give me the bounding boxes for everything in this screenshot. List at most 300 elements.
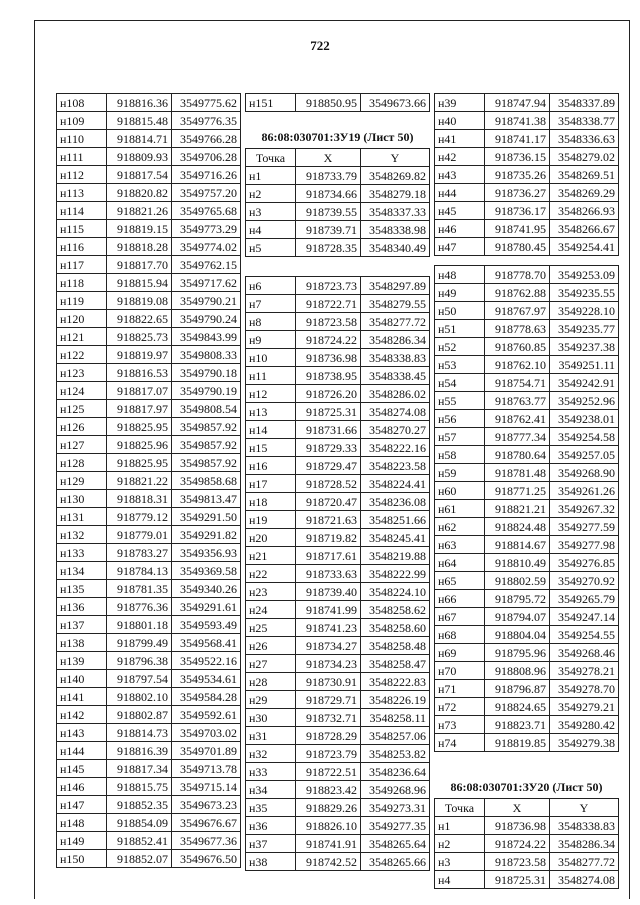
point-id-cell: н65 <box>435 572 485 590</box>
x-coordinate-cell: 918780.45 <box>485 238 550 256</box>
x-coordinate-cell: 918826.10 <box>296 817 361 835</box>
table-row <box>435 94 619 112</box>
x-coordinate-cell: 918739.40 <box>296 583 361 601</box>
y-coordinate-cell: 3549773.29 <box>172 220 241 238</box>
x-coordinate-cell: 918825.73 <box>107 328 172 346</box>
point-id-cell: н61 <box>435 500 485 518</box>
x-coordinate-cell: 918819.15 <box>107 220 172 238</box>
y-coordinate-cell: 3548224.41 <box>361 475 430 493</box>
x-coordinate-cell: 918728.35 <box>296 239 361 257</box>
x-coordinate-cell: 918818.28 <box>107 238 172 256</box>
y-coordinate-cell: 3549369.58 <box>172 562 241 580</box>
y-coordinate-cell: 3549677.36 <box>172 832 241 850</box>
x-coordinate-cell: 918795.96 <box>485 644 550 662</box>
point-id-cell: н3 <box>246 203 296 221</box>
table-row <box>57 112 241 130</box>
point-id-cell: н71 <box>435 680 485 698</box>
point-id-cell: н116 <box>57 238 107 256</box>
point-id-cell: н147 <box>57 796 107 814</box>
point-id-cell: н43 <box>435 166 485 184</box>
point-id-cell: н1 <box>246 167 296 185</box>
table-row <box>246 547 430 565</box>
y-coordinate-cell: 3549238.01 <box>550 410 619 428</box>
point-id-cell: н26 <box>246 637 296 655</box>
point-id-cell: н117 <box>57 256 107 274</box>
point-id-cell: н125 <box>57 400 107 418</box>
x-coordinate-cell: 918819.97 <box>107 346 172 364</box>
y-coordinate-cell: 3548297.89 <box>361 277 430 295</box>
x-coordinate-cell: 918733.79 <box>296 167 361 185</box>
x-coordinate-cell: 918730.91 <box>296 673 361 691</box>
table-row <box>57 382 241 400</box>
x-coordinate-cell: 918817.07 <box>107 382 172 400</box>
table-row <box>435 392 619 410</box>
x-coordinate-cell: 918783.27 <box>107 544 172 562</box>
column-3 <box>434 93 619 889</box>
y-coordinate-cell: 3549254.55 <box>550 626 619 644</box>
y-coordinate-cell: 3549706.28 <box>172 148 241 166</box>
x-coordinate-cell: 918733.63 <box>296 565 361 583</box>
table-row <box>57 256 241 274</box>
x-coordinate-cell: 918850.95 <box>296 94 361 112</box>
x-coordinate-cell: 918722.71 <box>296 295 361 313</box>
x-coordinate-cell: 918776.36 <box>107 598 172 616</box>
table-row <box>435 644 619 662</box>
y-coordinate-cell: 3549584.28 <box>172 688 241 706</box>
table-row <box>57 706 241 724</box>
point-id-cell: н146 <box>57 778 107 796</box>
x-coordinate-cell: 918723.73 <box>296 277 361 295</box>
point-id-cell: н48 <box>435 266 485 284</box>
point-id-cell: н36 <box>246 817 296 835</box>
table-row <box>57 688 241 706</box>
x-coordinate-cell: 918802.87 <box>107 706 172 724</box>
table-row <box>435 853 619 871</box>
table-row <box>435 202 619 220</box>
point-id-cell: н49 <box>435 284 485 302</box>
x-coordinate-cell: 918720.47 <box>296 493 361 511</box>
point-id-cell: н54 <box>435 374 485 392</box>
table-row <box>435 112 619 130</box>
y-coordinate-cell: 3549790.24 <box>172 310 241 328</box>
coords-table-zu19-b <box>245 276 430 871</box>
table-row <box>57 760 241 778</box>
table-row <box>246 475 430 493</box>
table-row <box>57 814 241 832</box>
x-coordinate-cell: 918779.12 <box>107 508 172 526</box>
y-coordinate-cell: 3549254.41 <box>550 238 619 256</box>
table-row <box>435 835 619 853</box>
x-coordinate-cell: 918799.49 <box>107 634 172 652</box>
y-coordinate-cell: 3549717.62 <box>172 274 241 292</box>
table-row <box>57 310 241 328</box>
y-coordinate-cell: 3549237.38 <box>550 338 619 356</box>
point-id-cell: н127 <box>57 436 107 454</box>
y-coordinate-cell: 3549235.77 <box>550 320 619 338</box>
x-coordinate-cell: 918741.38 <box>485 112 550 130</box>
x-coordinate-cell: 918816.39 <box>107 742 172 760</box>
table-row <box>246 403 430 421</box>
y-coordinate-cell: 3549277.59 <box>550 518 619 536</box>
point-id-cell: н3 <box>435 853 485 871</box>
x-coordinate-cell: 918815.94 <box>107 274 172 292</box>
y-coordinate-cell: 3549340.26 <box>172 580 241 598</box>
y-coordinate-cell: 3549775.62 <box>172 94 241 112</box>
header-y: Y <box>550 799 619 817</box>
table-row <box>246 745 430 763</box>
point-id-cell: н131 <box>57 508 107 526</box>
table-row <box>435 148 619 166</box>
table-row <box>246 637 430 655</box>
x-coordinate-cell: 918854.09 <box>107 814 172 832</box>
y-coordinate-cell: 3548265.64 <box>361 835 430 853</box>
y-coordinate-cell: 3549242.91 <box>550 374 619 392</box>
y-coordinate-cell: 3549703.02 <box>172 724 241 742</box>
x-coordinate-cell: 918724.22 <box>296 331 361 349</box>
point-id-cell: н37 <box>246 835 296 853</box>
table-row <box>57 508 241 526</box>
table-row <box>57 796 241 814</box>
x-coordinate-cell: 918796.87 <box>485 680 550 698</box>
table-row <box>435 554 619 572</box>
table-row <box>435 356 619 374</box>
point-id-cell: н109 <box>57 112 107 130</box>
table-row <box>246 457 430 475</box>
table-row <box>435 500 619 518</box>
table-row <box>435 626 619 644</box>
point-id-cell: н67 <box>435 608 485 626</box>
table-row <box>57 166 241 184</box>
point-id-cell: н113 <box>57 184 107 202</box>
point-id-cell: н15 <box>246 439 296 457</box>
point-id-cell: н18 <box>246 493 296 511</box>
point-id-cell: н14 <box>246 421 296 439</box>
table-row <box>57 634 241 652</box>
x-coordinate-cell: 918815.48 <box>107 112 172 130</box>
section-title-zu19: 86:08:030701:ЗУ19 (Лист 50) <box>261 130 414 144</box>
y-coordinate-cell: 3548338.77 <box>550 112 619 130</box>
point-id-cell: н63 <box>435 536 485 554</box>
x-coordinate-cell: 918729.47 <box>296 457 361 475</box>
y-coordinate-cell: 3549270.92 <box>550 572 619 590</box>
x-coordinate-cell: 918820.82 <box>107 184 172 202</box>
x-coordinate-cell: 918736.98 <box>296 349 361 367</box>
point-id-cell: н40 <box>435 112 485 130</box>
y-coordinate-cell: 3548269.29 <box>550 184 619 202</box>
table-row <box>246 529 430 547</box>
point-id-cell: н42 <box>435 148 485 166</box>
y-coordinate-cell: 3548219.88 <box>361 547 430 565</box>
table-row <box>57 850 241 868</box>
x-coordinate-cell: 918814.73 <box>107 724 172 742</box>
y-coordinate-cell: 3548338.98 <box>361 221 430 239</box>
x-coordinate-cell: 918818.31 <box>107 490 172 508</box>
y-coordinate-cell: 3549676.50 <box>172 850 241 868</box>
table-row <box>246 709 430 727</box>
y-coordinate-cell: 3548337.89 <box>550 94 619 112</box>
table-row <box>57 598 241 616</box>
table-row <box>57 724 241 742</box>
x-coordinate-cell: 918729.33 <box>296 439 361 457</box>
y-coordinate-cell: 3549808.33 <box>172 346 241 364</box>
point-id-cell: н9 <box>246 331 296 349</box>
x-coordinate-cell: 918797.54 <box>107 670 172 688</box>
table-row <box>435 608 619 626</box>
y-coordinate-cell: 3548257.06 <box>361 727 430 745</box>
point-id-cell: н20 <box>246 529 296 547</box>
table-row <box>57 400 241 418</box>
table-row <box>435 130 619 148</box>
x-coordinate-cell: 918852.07 <box>107 850 172 868</box>
point-id-cell: н55 <box>435 392 485 410</box>
table-row <box>246 221 430 239</box>
point-id-cell: н73 <box>435 716 485 734</box>
point-id-cell: н38 <box>246 853 296 871</box>
table-row <box>246 655 430 673</box>
x-coordinate-cell: 918721.63 <box>296 511 361 529</box>
y-coordinate-cell: 3548258.62 <box>361 601 430 619</box>
table-row <box>57 616 241 634</box>
x-coordinate-cell: 918825.95 <box>107 454 172 472</box>
table-row <box>435 698 619 716</box>
table-row <box>246 619 430 637</box>
table-row <box>435 284 619 302</box>
y-coordinate-cell: 3549701.89 <box>172 742 241 760</box>
y-coordinate-cell: 3549267.32 <box>550 500 619 518</box>
y-coordinate-cell: 3549247.14 <box>550 608 619 626</box>
table-row <box>246 239 430 257</box>
section-title-zu20: 86:08:030701:ЗУ20 (Лист 50) <box>450 780 603 794</box>
x-coordinate-cell: 918817.54 <box>107 166 172 184</box>
y-coordinate-cell: 3548279.18 <box>361 185 430 203</box>
x-coordinate-cell: 918825.95 <box>107 418 172 436</box>
table-row <box>246 203 430 221</box>
table-header-row <box>435 799 619 817</box>
y-coordinate-cell: 3548269.82 <box>361 167 430 185</box>
table-row <box>246 367 430 385</box>
y-coordinate-cell: 3549676.67 <box>172 814 241 832</box>
table-row <box>246 763 430 781</box>
x-coordinate-cell: 918735.26 <box>485 166 550 184</box>
x-coordinate-cell: 918719.82 <box>296 529 361 547</box>
y-coordinate-cell: 3549673.23 <box>172 796 241 814</box>
point-id-cell: н28 <box>246 673 296 691</box>
table-row <box>57 472 241 490</box>
point-id-cell: н111 <box>57 148 107 166</box>
table-row <box>57 328 241 346</box>
table-row <box>246 799 430 817</box>
header-point: Точка <box>246 149 296 167</box>
x-coordinate-cell: 918762.41 <box>485 410 550 428</box>
table-row <box>435 662 619 680</box>
point-id-cell: н139 <box>57 652 107 670</box>
y-coordinate-cell: 3549265.79 <box>550 590 619 608</box>
point-id-cell: н24 <box>246 601 296 619</box>
y-coordinate-cell: 3548236.08 <box>361 493 430 511</box>
point-id-cell: н5 <box>246 239 296 257</box>
point-id-cell: н31 <box>246 727 296 745</box>
coords-table-zu19-a <box>245 148 430 257</box>
point-id-cell: н50 <box>435 302 485 320</box>
x-coordinate-cell: 918802.10 <box>107 688 172 706</box>
point-id-cell: н62 <box>435 518 485 536</box>
x-coordinate-cell: 918819.08 <box>107 292 172 310</box>
x-coordinate-cell: 918810.49 <box>485 554 550 572</box>
x-coordinate-cell: 918736.17 <box>485 202 550 220</box>
point-id-cell: н123 <box>57 364 107 382</box>
y-coordinate-cell: 3549291.50 <box>172 508 241 526</box>
y-coordinate-cell: 3549276.85 <box>550 554 619 572</box>
table-row <box>435 338 619 356</box>
point-id-cell: н114 <box>57 202 107 220</box>
x-coordinate-cell: 918726.20 <box>296 385 361 403</box>
y-coordinate-cell: 3549235.55 <box>550 284 619 302</box>
x-coordinate-cell: 918852.35 <box>107 796 172 814</box>
y-coordinate-cell: 3548277.72 <box>550 853 619 871</box>
x-coordinate-cell: 918817.34 <box>107 760 172 778</box>
table-row <box>435 680 619 698</box>
y-coordinate-cell: 3548337.33 <box>361 203 430 221</box>
x-coordinate-cell: 918742.52 <box>296 853 361 871</box>
point-id-cell: н144 <box>57 742 107 760</box>
point-id-cell: н66 <box>435 590 485 608</box>
x-coordinate-cell: 918724.22 <box>485 835 550 853</box>
x-coordinate-cell: 918779.01 <box>107 526 172 544</box>
table-row <box>246 673 430 691</box>
table-row <box>246 781 430 799</box>
table-row <box>246 439 430 457</box>
y-coordinate-cell: 3548274.08 <box>550 871 619 889</box>
y-coordinate-cell: 3549257.05 <box>550 446 619 464</box>
x-coordinate-cell: 918741.23 <box>296 619 361 637</box>
table-row <box>57 94 241 112</box>
x-coordinate-cell: 918736.27 <box>485 184 550 202</box>
table-row <box>435 734 619 752</box>
point-id-cell: н118 <box>57 274 107 292</box>
y-coordinate-cell: 3548286.02 <box>361 385 430 403</box>
x-coordinate-cell: 918824.65 <box>485 698 550 716</box>
table-row <box>246 727 430 745</box>
x-coordinate-cell: 918829.26 <box>296 799 361 817</box>
y-coordinate-cell: 3549254.58 <box>550 428 619 446</box>
table-row <box>435 871 619 889</box>
x-coordinate-cell: 918824.48 <box>485 518 550 536</box>
x-coordinate-cell: 918821.22 <box>107 472 172 490</box>
y-coordinate-cell: 3548340.49 <box>361 239 430 257</box>
point-id-cell: н23 <box>246 583 296 601</box>
x-coordinate-cell: 918777.34 <box>485 428 550 446</box>
header-y: Y <box>361 149 430 167</box>
point-id-cell: н4 <box>435 871 485 889</box>
point-id-cell: н148 <box>57 814 107 832</box>
y-coordinate-cell: 3549673.66 <box>361 94 430 112</box>
table-row <box>435 536 619 554</box>
point-id-cell: н140 <box>57 670 107 688</box>
x-coordinate-cell: 918732.71 <box>296 709 361 727</box>
coords-table-col3-a <box>434 93 619 256</box>
table-row <box>435 716 619 734</box>
y-coordinate-cell: 3549790.19 <box>172 382 241 400</box>
point-id-cell: н134 <box>57 562 107 580</box>
x-coordinate-cell: 918816.53 <box>107 364 172 382</box>
x-coordinate-cell: 918738.95 <box>296 367 361 385</box>
y-coordinate-cell: 3548253.82 <box>361 745 430 763</box>
y-coordinate-cell: 3549592.61 <box>172 706 241 724</box>
x-coordinate-cell: 918728.29 <box>296 727 361 745</box>
point-id-cell: н142 <box>57 706 107 724</box>
x-coordinate-cell: 918741.95 <box>485 220 550 238</box>
page-number: 722 <box>310 38 330 53</box>
table-row <box>57 130 241 148</box>
y-coordinate-cell: 3548279.55 <box>361 295 430 313</box>
table-row <box>435 320 619 338</box>
point-id-cell: н44 <box>435 184 485 202</box>
x-coordinate-cell: 918729.71 <box>296 691 361 709</box>
point-id-cell: н6 <box>246 277 296 295</box>
table-row <box>246 295 430 313</box>
y-coordinate-cell: 3548258.11 <box>361 709 430 727</box>
table-row <box>57 562 241 580</box>
point-id-cell: н35 <box>246 799 296 817</box>
y-coordinate-cell: 3549534.61 <box>172 670 241 688</box>
x-coordinate-cell: 918747.94 <box>485 94 550 112</box>
x-coordinate-cell: 918816.36 <box>107 94 172 112</box>
x-coordinate-cell: 918760.85 <box>485 338 550 356</box>
column-1 <box>56 93 241 868</box>
x-coordinate-cell: 918725.31 <box>485 871 550 889</box>
point-id-cell: н29 <box>246 691 296 709</box>
point-id-cell: н70 <box>435 662 485 680</box>
x-coordinate-cell: 918736.15 <box>485 148 550 166</box>
coords-table-col3-b <box>434 265 619 752</box>
y-coordinate-cell: 3549251.11 <box>550 356 619 374</box>
table-row <box>435 266 619 284</box>
point-id-cell: н68 <box>435 626 485 644</box>
point-id-cell: н64 <box>435 554 485 572</box>
table-row <box>57 148 241 166</box>
header-x: X <box>485 799 550 817</box>
table-row <box>57 364 241 382</box>
x-coordinate-cell: 918815.75 <box>107 778 172 796</box>
point-id-cell: н7 <box>246 295 296 313</box>
y-coordinate-cell: 3549568.41 <box>172 634 241 652</box>
x-coordinate-cell: 918717.61 <box>296 547 361 565</box>
y-coordinate-cell: 3548236.64 <box>361 763 430 781</box>
point-id-cell: н135 <box>57 580 107 598</box>
x-coordinate-cell: 918821.21 <box>485 500 550 518</box>
point-id-cell: н112 <box>57 166 107 184</box>
point-id-cell: н108 <box>57 94 107 112</box>
point-id-cell: н149 <box>57 832 107 850</box>
table-row <box>246 691 430 709</box>
point-id-cell: н137 <box>57 616 107 634</box>
y-coordinate-cell: 3548338.83 <box>550 817 619 835</box>
table-row <box>435 410 619 428</box>
x-coordinate-cell: 918781.35 <box>107 580 172 598</box>
x-coordinate-cell: 918722.51 <box>296 763 361 781</box>
x-coordinate-cell: 918778.70 <box>485 266 550 284</box>
point-id-cell: н115 <box>57 220 107 238</box>
x-coordinate-cell: 918734.27 <box>296 637 361 655</box>
table-row <box>57 832 241 850</box>
y-coordinate-cell: 3548286.34 <box>361 331 430 349</box>
y-coordinate-cell: 3549268.90 <box>550 464 619 482</box>
table-row <box>246 385 430 403</box>
y-coordinate-cell: 3548258.60 <box>361 619 430 637</box>
header-point: Точка <box>435 799 485 817</box>
point-id-cell: н17 <box>246 475 296 493</box>
point-id-cell: н133 <box>57 544 107 562</box>
